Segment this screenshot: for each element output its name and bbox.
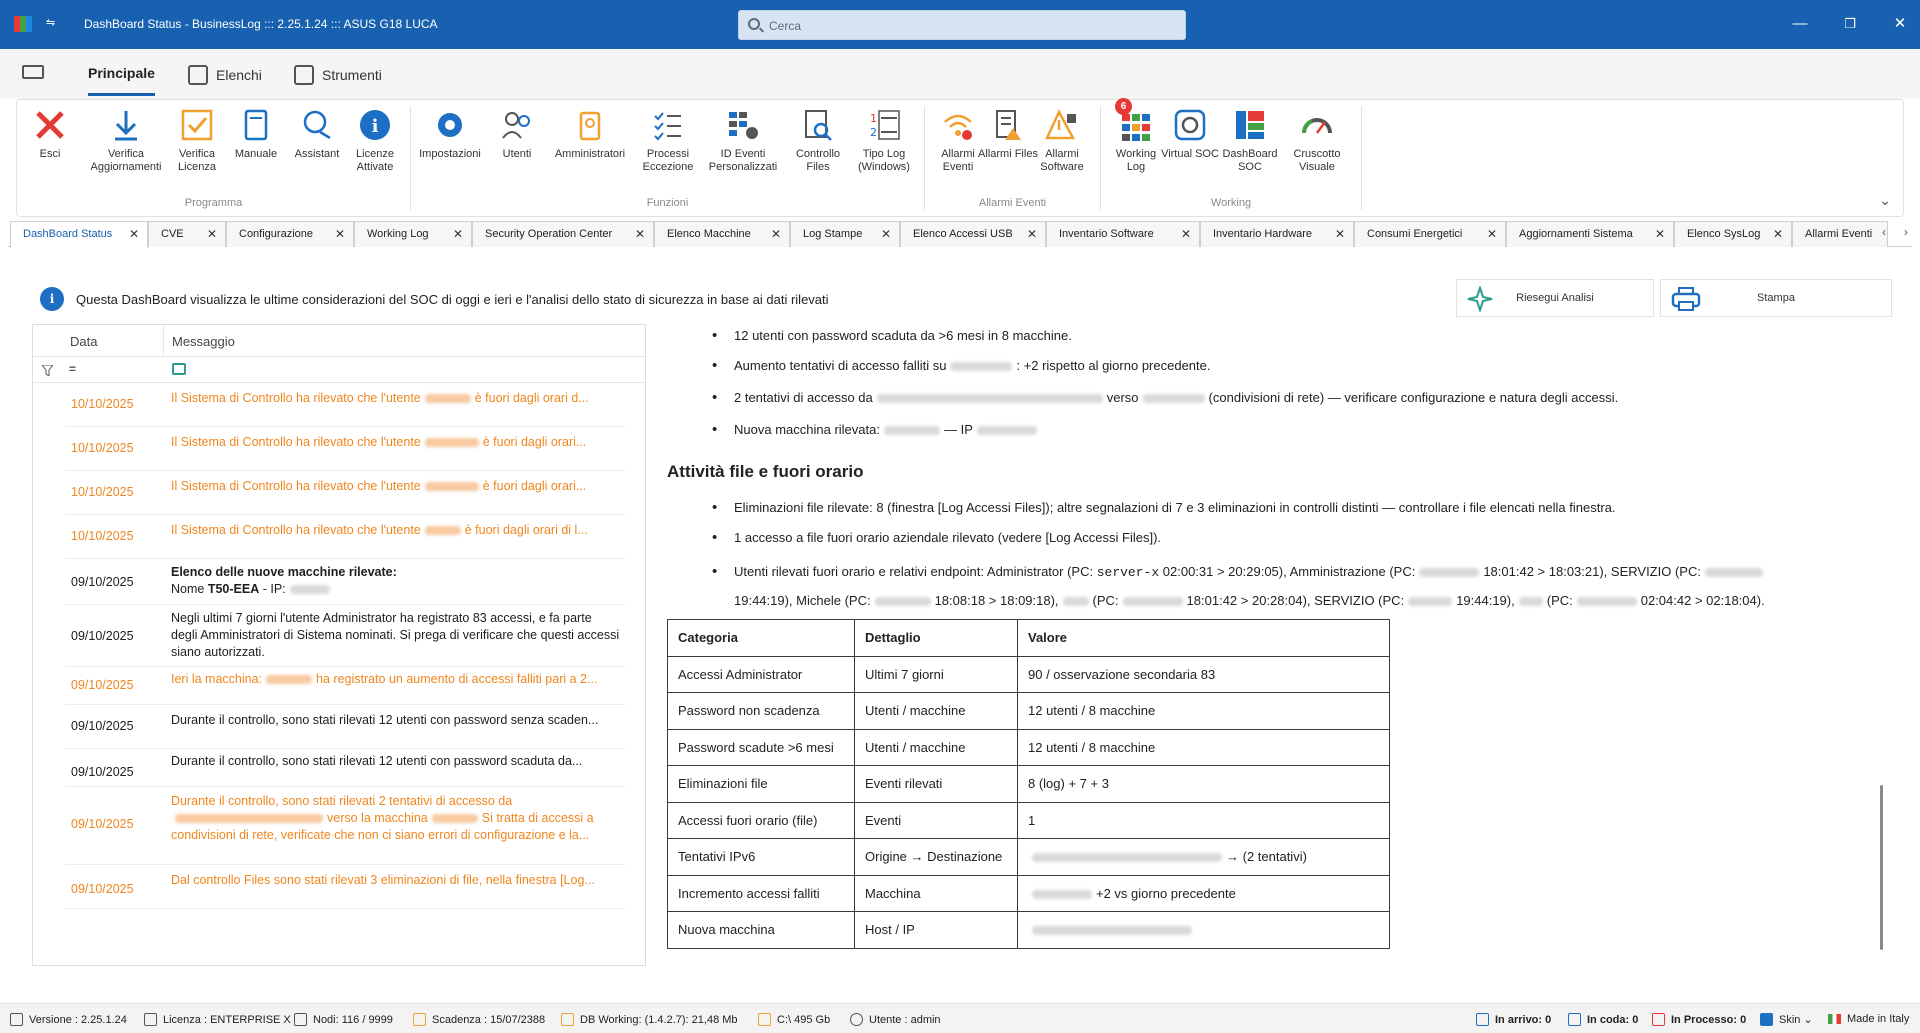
status-nodes: Nodi: 116 / 9999: [294, 1013, 393, 1026]
download-arrow-icon: [109, 108, 143, 142]
doc-tab-cve[interactable]: CVE ✕: [148, 221, 226, 247]
doc-tab-elenco-macchine[interactable]: Elenco Macchine ✕: [654, 221, 790, 247]
summary-table-row: Password scadute >6 mesi Utenti / macchine 12 utenti / 8 macchine: [668, 729, 1390, 766]
group-working: Working: [1210, 197, 1252, 209]
doc-tab-working-log[interactable]: Working Log ✕: [354, 221, 472, 247]
group-allarmi-eventi: Allarmi Eventi: [978, 197, 1047, 209]
chat-assistant-icon: [300, 108, 334, 142]
tab-scroll-left-icon[interactable]: ‹: [1882, 225, 1886, 239]
column-header-date[interactable]: Data: [70, 334, 98, 349]
close-x-icon: [33, 108, 67, 142]
summary-table-row: Password non scadenza Utenti / macchine 12 utenti / 8 macchine: [668, 693, 1390, 730]
doc-tab-consumi-energetici[interactable]: Consumi Energetici ✕: [1354, 221, 1506, 247]
table-row[interactable]: 09/10/2025 Negli ultimi 7 giorni l'utente Administrator ha registrato 83 accessi, e fa parte degli Amministratori di Sistema nominati. Si prega di verificare che questi accessi siano autorizzati.: [65, 605, 625, 667]
close-tab-icon[interactable]: ✕: [1334, 227, 1345, 241]
table-row[interactable]: 09/10/2025 Ieri la macchina: ha registrato un aumento di accessi falliti pari a 2...: [65, 667, 625, 705]
working-log-button[interactable]: 6 Working Log: [1107, 108, 1165, 174]
processing-icon: [1652, 1013, 1665, 1026]
check-license-button[interactable]: Verifica Licenza: [169, 108, 225, 174]
calendar-icon: [413, 1013, 426, 1026]
minimize-button[interactable]: —: [1792, 15, 1808, 32]
close-tab-icon[interactable]: ✕: [206, 227, 217, 241]
user-license-icon: [144, 1013, 157, 1026]
menu-bar: [0, 49, 1920, 99]
column-header-message[interactable]: Messaggio: [172, 334, 235, 349]
analysis-bullet: • Nuova macchina rilevata: — IP: [734, 420, 1041, 440]
close-tab-icon[interactable]: ✕: [880, 227, 891, 241]
nodes-icon: [294, 1013, 307, 1026]
gear-icon: [433, 108, 467, 142]
close-tab-icon[interactable]: ✕: [1654, 227, 1665, 241]
disk-icon: [758, 1013, 771, 1026]
database-icon: [561, 1013, 574, 1026]
download-icon: [1476, 1013, 1489, 1026]
book-icon: [239, 108, 273, 142]
manual-button[interactable]: Manuale: [225, 108, 287, 161]
print-button[interactable]: Stampa: [1660, 279, 1892, 317]
italy-flag-icon: [1828, 1014, 1841, 1024]
skin-icon: [1760, 1013, 1773, 1026]
check-updates-button[interactable]: Verifica Aggiornamenti: [83, 108, 169, 174]
user-icon: [850, 1013, 863, 1026]
search-icon: [748, 18, 760, 30]
filter-icon[interactable]: [42, 365, 53, 376]
working-log-badge: 6: [1115, 98, 1132, 115]
close-tab-icon[interactable]: ✕: [1180, 227, 1191, 241]
status-license: Licenza : ENTERPRISE X: [144, 1013, 291, 1026]
group-programma: Programma: [184, 197, 243, 209]
analysis-bullet: • 1 accesso a file fuori orario aziendale rilevato (vedere [Log Accessi Files]).: [734, 528, 1161, 548]
analysis-scrollbar[interactable]: [1880, 785, 1883, 950]
settings-button[interactable]: Impostazioni: [411, 108, 489, 161]
info-icon: i: [40, 287, 64, 311]
status-user: Utente : admin: [850, 1013, 941, 1026]
summary-table-row: Accessi Administrator Ultimi 7 giorni 90 / osservazione secondaria 83: [668, 656, 1390, 693]
doc-tab-inventario-software[interactable]: Inventario Software ✕: [1046, 221, 1200, 247]
custom-event-ids-button[interactable]: ID Eventi Personalizzati: [701, 108, 785, 174]
app-logo-icon[interactable]: [14, 16, 32, 32]
table-row[interactable]: 10/10/2025 Il Sistema di Controllo ha rilevato che l'utente è fuori dagli orari di l...: [65, 515, 625, 559]
close-tab-icon[interactable]: ✕: [334, 227, 345, 241]
file-alarms-button[interactable]: Allarmi Files: [975, 108, 1041, 161]
doc-tab-elenco-syslog[interactable]: Elenco SysLog ✕: [1674, 221, 1792, 247]
administrators-button[interactable]: Amministratori: [545, 108, 635, 161]
doc-tab-security-operation-center[interactable]: Security Operation Center ✕: [472, 221, 654, 247]
grid-header: [33, 325, 645, 357]
summary-table-row: Nuova macchina Host / IP: [668, 912, 1390, 949]
status-disk: C:\ 495 Gb: [758, 1013, 830, 1026]
status-version: Versione : 2.25.1.24: [10, 1013, 127, 1026]
summary-table-row: Accessi fuori orario (file) Eventi 1: [668, 802, 1390, 839]
doc-tab-configurazione[interactable]: Configurazione ✕: [226, 221, 354, 247]
assistant-button[interactable]: Assistant: [287, 108, 347, 161]
summary-table: [667, 619, 1390, 949]
skin-selector[interactable]: Skin ⌄: [1760, 1013, 1813, 1026]
date-filter-operator[interactable]: =: [69, 362, 77, 376]
check-box-icon: [180, 108, 214, 142]
apps-grid-icon: [1119, 101, 1153, 142]
activated-licenses-button[interactable]: i Licenze Attivate: [347, 108, 403, 174]
file-search-icon: [801, 108, 835, 142]
queue-icon: [1568, 1013, 1581, 1026]
grid-gear-icon: [726, 108, 760, 142]
doc-tab-elenco-accessi-usb[interactable]: Elenco Accessi USB ✕: [900, 221, 1046, 247]
software-alarm-icon: [1045, 108, 1079, 142]
analysis-bullet: • Eliminazioni file rilevate: 8 (finestra [Log Accessi Files]); altre segnalazioni di 7 e 3 eliminazioni in controlli distinti — controllare i file elencati nella finestra.: [734, 498, 1616, 518]
close-tab-icon[interactable]: ✕: [770, 227, 781, 241]
grid-filter-row: [33, 357, 645, 383]
gauge-icon: [1300, 108, 1334, 142]
tab-principale[interactable]: Principale: [88, 65, 155, 81]
tab-scroll-right-icon[interactable]: ›: [1904, 225, 1908, 239]
messages-grid: [32, 324, 646, 966]
table-row[interactable]: 10/10/2025 Il Sistema di Controllo ha rilevato che l'utente è fuori dagli orari...: [65, 471, 625, 515]
svg-text:i: i: [371, 116, 379, 137]
analysis-bullet: • Aumento tentativi di accesso falliti su : +2 rispetto al giorno precedente.: [734, 356, 1210, 376]
doc-tab-inventario-hardware[interactable]: Inventario Hardware ✕: [1200, 221, 1354, 247]
dashboard-tiles-icon: [1233, 108, 1267, 142]
ribbon-toggle-icon[interactable]: [22, 65, 44, 79]
table-row[interactable]: 09/10/2025 Durante il controllo, sono stati rilevati 12 utenti con password scaduta da...: [65, 749, 625, 787]
summary-table-row: Eliminazioni file Eventi rilevati 8 (log) + 7 + 3: [668, 766, 1390, 803]
users-icon: [500, 108, 534, 142]
analysis-bullet: • 12 utenti con password scaduta da >6 mesi in 8 macchine.: [734, 326, 1072, 346]
doc-tab-log-stampe[interactable]: Log Stampe ✕: [790, 221, 900, 247]
close-tab-icon[interactable]: ✕: [1026, 227, 1037, 241]
version-icon: [10, 1013, 23, 1026]
tab-elenchi[interactable]: Elenchi: [188, 65, 262, 85]
doc-tab-aggiornamenti-sistema[interactable]: Aggiornamenti Sistema ✕: [1506, 221, 1674, 247]
analysis-bullet: • Utenti rilevati fuori orario e relativi endpoint: Administrator (PC: server-x 02:00:31 > 20:29:05), Amministrazione (PC: 18:01:42 > 18:03:21), SERVIZIO (PC: 19:44:19), Michele (PC: 18:08:18 > 18:09:18), (PC: 18:01:42 > 20:28:04), SERVIZIO (PC: 19:44:19), (PC: 02:04:42 > 02:18:04).: [734, 558, 1864, 615]
close-tab-icon[interactable]: ✕: [634, 227, 645, 241]
table-row[interactable]: 09/10/2025 Elenco delle nuove macchine rilevate: Nome T50-EEA - IP:: [65, 559, 625, 605]
status-made-in-italy: Made in Italy: [1828, 1013, 1909, 1025]
close-tab-icon[interactable]: ✕: [452, 227, 463, 241]
window-title: DashBoard Status - BusinessLog ::: 2.25.1.24 ::: ASUS G18 LUCA: [84, 17, 438, 31]
search-input[interactable]: Cerca: [738, 10, 1186, 40]
users-button[interactable]: Utenti: [489, 108, 545, 161]
section-heading: Attività file e fuori orario: [667, 462, 864, 481]
tab-strumenti[interactable]: Strumenti: [294, 65, 382, 85]
svg-text:1: 1: [870, 112, 877, 125]
admin-badge-icon: [573, 108, 607, 142]
analysis-bullet: • 2 tentativi di accesso da verso (condivisioni di rete) — verificare configurazione e natura degli accessi.: [734, 388, 1618, 408]
status-bar: [0, 1003, 1920, 1033]
list-icon: [188, 65, 208, 85]
table-row[interactable]: 10/10/2025 Il Sistema di Controllo ha rilevato che l'utente è fuori dagli orari d...: [65, 383, 625, 427]
numbered-list-icon: [867, 108, 901, 142]
doc-tab-allarmi-eventi[interactable]: Allarmi Eventi: [1792, 221, 1888, 247]
tools-icon: [294, 65, 314, 85]
visual-dashboard-button[interactable]: Cruscotto Visuale: [1281, 108, 1353, 174]
quick-access-toggle[interactable]: ⇋: [46, 17, 56, 29]
title-bar: [0, 0, 1920, 49]
table-row[interactable]: 10/10/2025 Il Sistema di Controllo ha rilevato che l'utente è fuori dagli orari...: [65, 427, 625, 471]
info-icon: [358, 108, 392, 142]
file-alarm-icon: [991, 108, 1025, 142]
dashboard-soc-button[interactable]: DashBoard SOC: [1219, 108, 1281, 174]
close-tab-icon[interactable]: ✕: [1486, 227, 1497, 241]
close-tab-icon[interactable]: ✕: [128, 227, 139, 241]
status-expiry: Scadenza : 15/07/2388: [413, 1013, 545, 1026]
ribbon: [16, 99, 1904, 217]
summary-table-row: Tentativi IPv6 Origine → Destinazione → (2 tentativi): [668, 839, 1390, 876]
exception-processes-button[interactable]: Processi Eccezione: [635, 108, 701, 174]
virtual-soc-button[interactable]: Virtual SOC: [1161, 108, 1219, 161]
status-db: DB Working: (1.4.2.7): 21,48 Mb: [561, 1013, 738, 1026]
checklist-icon: [651, 108, 685, 142]
software-alarms-button[interactable]: Allarmi Software: [1029, 108, 1095, 174]
document-tabs: [8, 221, 1912, 247]
ribbon-collapse-chevron-icon[interactable]: ⌄: [1879, 192, 1891, 208]
table-row[interactable]: 09/10/2025 Dal controllo Files sono stati rilevati 3 eliminazioni di file, nella finestra [Log...: [65, 865, 625, 909]
table-row[interactable]: 09/10/2025 Durante il controllo, sono stati rilevati 2 tentativi di accesso da verso la macchina Si tratta di accessi a condivisioni di rete, verificate che non ci siano errori di configurazione e la...: [65, 787, 625, 865]
close-tab-icon[interactable]: ✕: [1772, 227, 1783, 241]
rerun-analysis-button[interactable]: Riesegui Analisi: [1456, 279, 1654, 317]
message-filter-icon[interactable]: [172, 363, 186, 375]
table-row[interactable]: 09/10/2025 Durante il controllo, sono stati rilevati 12 utenti con password senza scaden...: [65, 705, 625, 749]
doc-tab-dashboard-status[interactable]: DashBoard Status ✕: [10, 221, 148, 248]
summary-table-row: Incremento accessi falliti Macchina +2 vs giorno precedente: [668, 875, 1390, 912]
event-alarms-button[interactable]: Allarmi Eventi: [925, 108, 991, 174]
exit-button[interactable]: Esci: [17, 108, 83, 161]
svg-text:2: 2: [870, 126, 877, 139]
wifi-alarm-icon: [941, 108, 975, 142]
close-window-button[interactable]: ✕: [1893, 15, 1907, 32]
log-type-button[interactable]: 1 2 Tipo Log (Windows): [851, 108, 917, 174]
info-bar: [28, 281, 1892, 317]
restore-button[interactable]: ❐: [1844, 16, 1856, 31]
summary-table-header: Categoria Dettaglio Valore: [668, 620, 1390, 657]
file-control-button[interactable]: Controllo Files: [785, 108, 851, 174]
status-incoming: In arrivo: 0: [1476, 1013, 1551, 1026]
status-processing: In Processo: 0: [1652, 1013, 1746, 1026]
analysis-panel: [652, 324, 1874, 966]
status-queue: In coda: 0: [1568, 1013, 1638, 1026]
group-funzioni: Funzioni: [646, 197, 689, 209]
virtual-soc-icon: [1173, 108, 1207, 142]
info-text: Questa DashBoard visualizza le ultime considerazioni del SOC di oggi e ieri e l'analisi dello stato di sicurezza in base ai dati rilevati: [76, 292, 829, 307]
